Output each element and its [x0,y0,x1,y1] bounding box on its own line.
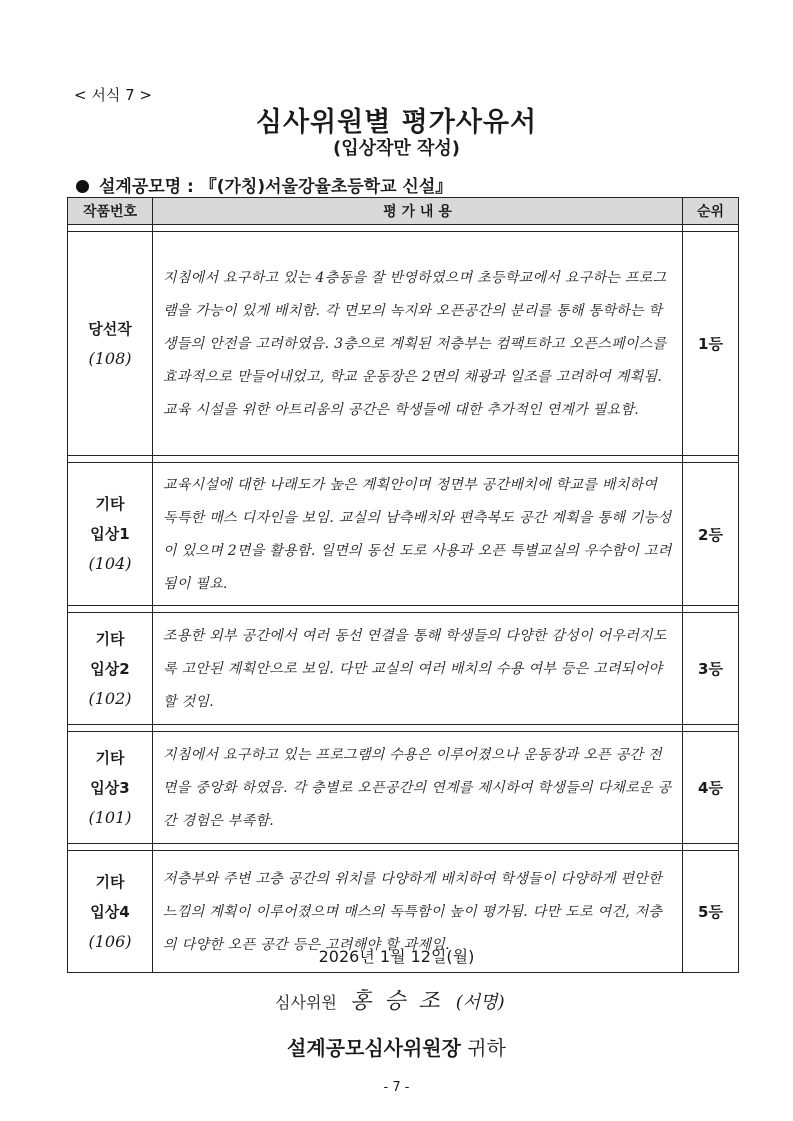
evaluation-cell [153,232,683,456]
column-header-evaluation: 평 가 내 용 [153,198,683,225]
signer-label: 심사위원 [275,993,337,1012]
entry-label-cell [68,232,153,456]
competition-name [76,172,452,197]
table-header-row [68,198,739,225]
rank-cell: 3등 [683,613,739,725]
entry-label-cell [68,463,153,606]
entry-number: (108) [88,348,132,368]
entry-label-cell [68,613,153,725]
table-row [68,732,739,844]
form-number: < 서식 7 > [74,86,152,104]
addressee-title: 설계공모심사위원장 [287,1036,461,1060]
entry-label-cell [68,732,153,844]
rank-cell: 1등 [683,232,739,456]
column-header-rank: 순위 [683,198,739,225]
table-row [68,463,739,606]
column-header-entry-number: 작품번호 [68,198,153,225]
addressee-suffix: 귀하 [460,1036,506,1060]
evaluation-text: 저층부와 주변 고층 공간의 위치를 다양하게 배치하여 학생들이 다양하게 편안한 느낌의 계획이 이루어졌으며 매스의 독특함이 높이 평가됨. 다만 도로 여건, 저층의 다양한 오픈 공간 등은 고려해야 할 과제임. [163,871,663,953]
evaluation-cell [153,613,683,725]
page-title: 심사위원별 평가사유서 [255,107,538,138]
entry-subcategory: 입상4 [90,902,130,921]
rank-cell: 5등 [683,851,739,973]
entry-number: (102) [88,688,132,708]
evaluation-text: 지침에서 요구하고 있는 4층동을 잘 반영하였으며 초등학교에서 요구하는 프로그램을 가능이 있게 배치함. 각 면모의 녹지와 오픈공간의 분리를 통해 통학하는 학생들의 안전을 고려하였음. 3층으로 계획된 저층부는 컴팩트하고 오픈스페이스를 효과적으로 만들어내었고, 학교 운동장은 2면의 채광과 일조를 고려하여 계획됨. 교육 시설을 위한 아트리움의 공간은 학생들에 대한 추가적인 연계가 필요함. [163,270,667,418]
entry-category: 기타 [95,495,125,513]
entry-category: 기타 [95,872,125,891]
table-row [68,613,739,725]
evaluation-text: 지침에서 요구하고 있는 프로그램의 수용은 이루어졌으나 운동장과 오픈 공간 전면을 중앙화 하였음. 각 층별로 오픈공간의 연계를 제시하여 학생들의 다채로운 공간 경험은 부족함. [163,747,672,829]
entry-category: 당선작 [88,319,132,338]
addressee [0,1032,793,1061]
table-row [68,232,739,456]
evaluation-table [67,197,739,973]
page-subtitle: (입상작만 작성) [332,138,461,159]
entry-number: (104) [88,554,132,573]
evaluation-text: 교육시설에 대한 나래도가 높은 계획안이며 정면부 공간배치에 학교를 배치하여 독특한 매스 디자인을 보임. 교실의 남측배치와 편측복도 공간 계획을 통해 기능성이 있으며 2면을 활용함. 일면의 동선 도로 사용과 오픈 특별교실의 우수함이 고려됨이 필요. [163,477,672,592]
rank-cell: 4등 [683,732,739,844]
competition-label: 설계공모명 : 『(가칭)서울강율초등학교 신설』 [99,177,453,197]
page-number: - 7 - [383,1080,410,1095]
entry-category: 기타 [95,629,125,648]
signer-line [275,984,505,1015]
entry-number: (101) [88,807,132,827]
signature: (서명) [455,992,505,1013]
entry-number: (106) [88,931,132,951]
bullet-icon [76,180,89,193]
signer-name: 홍 승 조 [349,989,443,1014]
evaluation-cell [153,463,683,606]
entry-subcategory: 입상1 [90,525,130,543]
rank-cell: 2등 [683,463,739,606]
entry-category: 기타 [95,748,125,767]
evaluation-date: 2026년 1월 12일(월) [318,947,475,966]
entry-subcategory: 입상2 [90,659,130,678]
entry-subcategory: 입상3 [90,778,130,797]
evaluation-text: 조용한 외부 공간에서 여러 동선 연결을 통해 학생들의 다양한 감성이 어우러지도록 고안된 계획안으로 보임. 다만 교실의 여러 배치의 수용 여부 등은 고려되어야 할 것임. [163,628,667,710]
evaluation-cell [153,732,683,844]
